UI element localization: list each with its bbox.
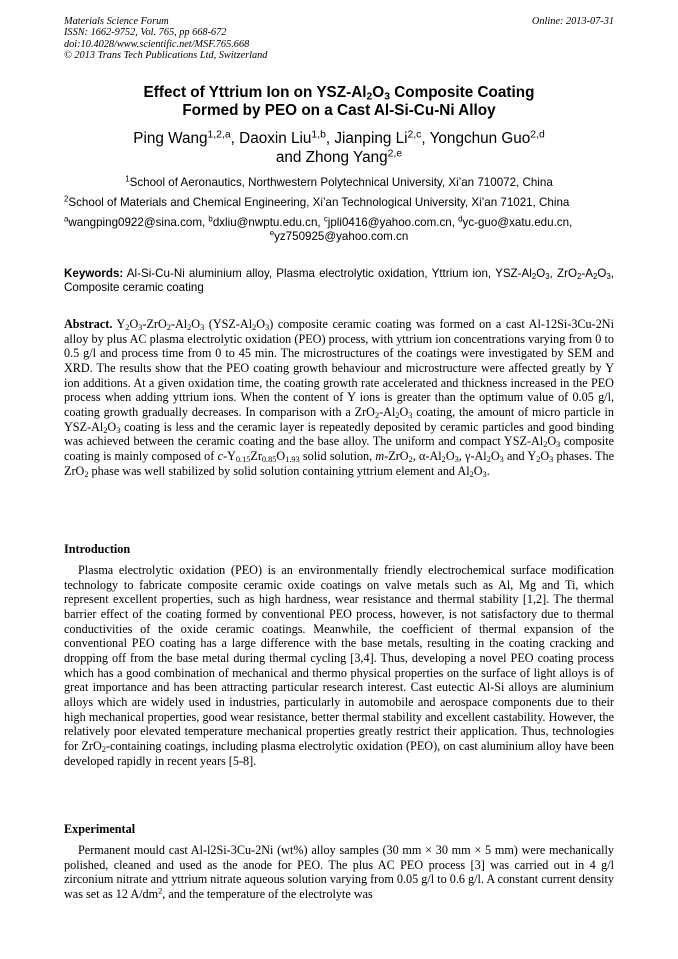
affiliation-2: $^2$School of Materials and Chemical Engineering, Xi’an Technological University, Xi’an 71021, China xyxy=(64,194,570,209)
email-address: yc-guo@xatu.edu.cn, xyxy=(462,216,573,229)
author-name: and Zhong Yang xyxy=(275,149,388,166)
copyright-line: © 2013 Trans Tech Publications Ltd, Switzerland xyxy=(64,50,268,62)
experimental-body: Permanent mould cast Al-l2Si-3Cu-2Ni (wt%) alloy samples (30 mm × 30 mm × 5 mm) were mechanically polished, cleaned and used as the anode for PEO. The plus AC PEO process [3] was carried out in 4 g/l zirconium nitrate and yttrium nitrate aqueous solution varying from 0.05 g/l to 0.6 g/l. A constant current density was set as 12 $A/dm^2$, and the temperature of the electrolyte was xyxy=(64,843,614,901)
experimental-heading: Experimental xyxy=(64,822,136,836)
online-date: Online: 2013-07-31 xyxy=(531,16,614,27)
abstract-label: Abstract. xyxy=(64,317,113,331)
email-address: wangping0922@sina.com, xyxy=(68,216,209,229)
email-address: dxliu@nwptu.edu.cn, xyxy=(212,216,324,229)
title-line-2: Formed by PEO on a Cast Al-Si-Cu-Ni Alloy xyxy=(182,102,496,119)
issn-line: ISSN: 1662-9752, Vol. 765, pp 668-672 xyxy=(64,27,227,39)
paper-title xyxy=(64,84,614,120)
journal-name: Materials Science Forum xyxy=(64,16,169,27)
email-address: jpli0416@yahoo.com.cn, xyxy=(327,216,459,229)
keywords: Keywords: Al-Si-Cu-Ni aluminium alloy, Plasma electrolytic oxidation, Yttrium ion, YSZ-$Al_2O_3$, $ZrO_2-A_2O_3$, Composite ceramic coating xyxy=(64,267,614,294)
affiliation-1: $^1$School of Aeronautics, Northwestern Polytechnical University, Xi’an 710072, China xyxy=(125,174,553,189)
author-name: Daoxin Liu xyxy=(239,130,312,147)
author-line-1: Ping Wang$^{1,2,a}$, Daoxin Liu$^{1,b}$, Jianping Li$^{2,c}$, Yongchun Guo$^{2,d}$ xyxy=(133,129,545,147)
keywords-label: Keywords: xyxy=(64,267,124,280)
author-name: Yongchun Guo xyxy=(429,130,531,147)
title-line-1: Effect of Yttrium Ion on YSZ-$Al_2O_3$ Composite Coating xyxy=(143,84,535,103)
email-list: $^a$wangping0922@sina.com, $^b$dxliu@nwptu.edu.cn, $^c$jpli0416@yahoo.com.cn, $^d$yc-guo@xatu.edu.cn, $^e$yz750925@yahoo.com.cn xyxy=(64,214,573,243)
doi-line: doi:10.4028/www.scientific.net/MSF.765.668 xyxy=(64,38,250,50)
introduction-body: Plasma electrolytic oxidation (PEO) is an environmentally friendly electrochemical surface modification technology to fabricate composite ceramic oxide coatings on valve metals such as Al, Mg and Ti, which represent excellent properties, such as high hardness, wear resistance and thermal stability [1,2]. The thermal barrier effect of the coating formed by conventional PEO process, however, is not satisfactory due to thermal conductivities of the oxide ceramic coatings. Meanwhile, the coefficient of thermal expansion of the conventional PEO coating has a large difference with the base metals, resulting in the coating cracking and dropping off from the base metal during thermal cycling [3,4]. Thus, developing a novel PEO coating process which has a good combination of mechanical and thermo physical properties on the surface of light alloys is of great importance and has been attracting particular research interest. Cast eutectic Al-Si alloys are aluminium alloys which are widely used in industries, particularly in automobile and aerospace components due to their high mechanical properties, good wear resistance, better thermal stability and excellent castability. However, the relatively poor elevated temperature mechanical properties greatly restrict their application. Thus, technologies for ZrO$_2$-containing coatings, including plasma electrolytic oxidation (PEO), on cast aluminium alloy have been developed rapidly in recent years [5-8]. xyxy=(64,563,614,768)
journal-header xyxy=(64,16,267,62)
introduction-heading: Introduction xyxy=(64,542,131,556)
author-name: Jianping Li xyxy=(334,130,408,147)
author-name: Ping Wang xyxy=(133,130,208,147)
author-list xyxy=(64,129,614,167)
abstract: Abstract. $Y_2O_3-ZrO_2-Al_2O_3$ $(YSZ-Al_2O_3)$ composite ceramic coating was formed on a cast Al-12Si-3Cu-2Ni alloy by plus AC plasma electrolytic oxidation (PEO) process, with yttrium ion concentrations varying from 0 to 0.5 g/l and process time from 0 to 45 min. The microstructures of the coatings were investigated by SEM and XRD. The results show that the PEO coating growth behaviour and microstructure were affected greatly by Y ion additions. At a given oxidation time, the coating growth rate accelerated and thickness increased in the PEO process when adding yttrium ions. When the content of Y ions is greater than the optimum value of 0.05 g/l, coating growth gradually decreases. In comparison with a $ZrO_2-Al_2O_3$ coating, the amount of micro particle in YSZ-$Al_2O_3$ coating is less and the ceramic layer is repeatedly deposited by ceramic particles and good binding was achieved between the ceramic coating and the base alloy. The uniform and compact YSZ-$Al_2O_3$ composite coating is mainly composed of $c-Y_{0.15}Zr_{0.85}O_{1.93}$ solid solution, m-ZrO$_2$, $\alpha-Al_2O_3$, $\gamma-Al_2O_3$ and $Y_2O_3$ phases. The ZrO$_2$ phase was well stabilized by solid solution containing yttrium element and $Al_2O_3$. xyxy=(64,317,615,479)
author-line-2: and Zhong Yang$^{2,e}$ xyxy=(275,148,403,166)
email-address: yz750925@yahoo.com.cn xyxy=(274,230,409,243)
